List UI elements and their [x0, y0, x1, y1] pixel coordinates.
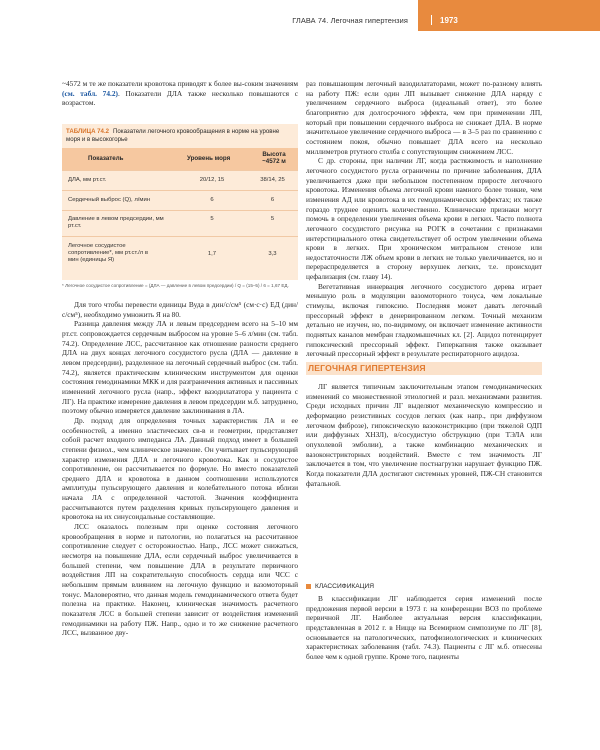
- table-row: [62, 170, 298, 191]
- table-row: [62, 210, 298, 237]
- cell-sea: 6: [210, 197, 214, 203]
- cell-high: 38/14, 25: [260, 177, 285, 183]
- cell-sea: 20/12, 15: [199, 177, 225, 183]
- table-74-2: [62, 124, 298, 280]
- paragraph: ЛГ является типичным заключительным этапом гемодинамических изменений со множественной этиологией и разл. механизмами развития. Среди исходных причин ЛГ выделяют механическую компрессию и деформацию резистивных сосудов легких (как напр., при диффузном легочном фиброзе), гипоксическую вазоконстрикцию (при тяжелой ОДП или диффузных ХНЗЛ), в/сосудистую обструкцию (при ТЭЛА или опухолевой эмболии), а также комбинацию механических и вазоконстрикторных воздействий. Вместе с тем значимость ЛГ заключается в том, что увеличение постнагрузки нарушает функцию ПЖ. Когда показатели ДЛА достигают системных уровней, ПЖ-СН становится фатальной.: [306, 382, 542, 488]
- cell-high: 3,3: [268, 251, 277, 257]
- paragraph: С др. стороны, при наличии ЛГ, когда растяжимость и наполнение легочного сосудистого русла ограничены по причине заболевания, ДЛА увеличивается даже при небольшом постепенном приросте легочного кровотока. Изменения объема легочной крови намного более тонкие, чем изменения АД или кровотока в их гемодинамических эффектах; их также гораздо труднее оценить количественно. Клинические признаки могут помочь в определении увеличения объема крови в легких. Часто полнота легочного сосудистого рисунка на РОГК в сочетании с признаками интерстициального отека свидетельствует об остром увеличении объема крови в легких. При хроническом митральном стенозе или недостаточности ЛЖ объем крови в легких не только увеличивается, но и перераспределяется в сторону верхушек легких, т.е. происходит цефализация (см. главу 14).: [306, 156, 542, 282]
- cell-high: 6: [270, 197, 275, 203]
- square-bullet-icon: [306, 584, 311, 589]
- cell-param: Сердечный выброс (Q), л/мин: [68, 197, 150, 203]
- cell-param: Легочное сосудистое сопротивление*, мм рт.ст./л в мин (единицы Я): [68, 243, 149, 264]
- table-header-row: [62, 148, 298, 170]
- subsection-title: КЛАССИФИКАЦИЯ: [315, 583, 375, 590]
- table-title: Показатели легочного кровообращения в норме на уровне моря и в высокогорье: [66, 128, 280, 143]
- paragraph-intro: ~4572 м те же показатели кровотока приводят к более вы-соким значениям (см. табл. 74.2). Показатели ДЛА также несколько повышаются с возрастом.: [62, 79, 299, 108]
- table-reference-link[interactable]: (см. табл. 74.2): [62, 88, 118, 98]
- table-row: [62, 190, 298, 211]
- right-column-subsection: [306, 594, 542, 662]
- page-number: 1973: [440, 16, 458, 25]
- table-label: ТАБЛИЦА 74.2: [66, 128, 110, 135]
- paragraph: В классификации ЛГ наблюдается серия изменений после предложения первой версии в 1973 г. на конференции ВОЗ по проблеме первичной ЛГ. Наиболее актуальная версия классификации, представленная в 2012 г. в Ницце на Всемирном симпозиуме по ЛГ [8], основывается на патологических, патофизиологических и клинических характеристиках заболевания (табл. 74.3). Пациенты с ЛГ м.б. отнесены более чем к одной группе. Кроме того, пациенты: [306, 594, 542, 661]
- table-footnote: * Легочное сосудистое сопротивление = (ДЛА — давление в левом предсердии) / Q = (15–5) / 6 = 1,67 ЕД.: [62, 283, 289, 288]
- table-caption: [66, 128, 294, 143]
- header-divider: [431, 15, 432, 25]
- column-header-sea-level: Уровень моря: [187, 155, 231, 162]
- cell-high: 5: [270, 216, 275, 222]
- running-header: [0, 0, 418, 31]
- cell-sea: 1,7: [207, 251, 217, 257]
- section-heading: ЛЕГОЧНАЯ ГИПЕРТЕНЗИЯ: [308, 363, 426, 373]
- table-row: [62, 236, 298, 277]
- subsection-heading: [306, 582, 374, 591]
- paragraph: Разница давления между ЛА и левым предсердием всего на 5–10 мм рт.ст. сопровождается сердечным выбросом на уровне 5–6 л/мин (см. табл. 74.2). Определение ЛСС, рассчитанное как отношение разности среднего ДЛА на двух концах легочного сосудистого русла (ДЛА — давление в левом предсердии), разделенное на легочный сердечный выброс (см. табл. 74.2), является практическим клиническим инструментом для оценки состояния гемодинамики МКК и для разграничения активных и пассивных изменений легочного русла (напр., эффект вазодилататора у пациента с ЛГ). На практике измерение давления в левом предсердии м.б. затруднено, поэтому обычно измеряется давление заклинивания в ЛА.: [62, 319, 298, 416]
- paragraph: Для того чтобы перевести единицы Вуда в дин/с/см⁵ (см·с·с) ЕД (дин/с/см⁵), необходимо умножить Я на 80.: [62, 300, 298, 319]
- chapter-title: ГЛАВА 74. Легочная гипертензия: [292, 16, 408, 25]
- cell-param: Давление в левом предсердии, мм рт.ст.: [68, 216, 164, 230]
- column-header-parameter: Показатель: [88, 155, 124, 162]
- paragraph: Вегетативная иннервация легочного сосудистого дерева играет меньшую роль в модуляции вазомоторного тонуса, чем локальные стимулы, включая гипоксию. Последняя может давать легочный прессорный эффект в денервированном легком. Точный механизм детально не изучен, но, по-видимому, он включает изменение активности поднятых каналов мембран гладкомышечных кл. [2]. Ацидоз потенцирует гипоксический прессорный эффект. Гиперкапния также оказывает легочный прессорный эффект в результате респираторного ацидоза.: [306, 281, 542, 359]
- paragraph: ЛСС оказалось полезным при оценке состояния легочного кровообращения в норме и патологии, но полагаться на рассчитанное сопротивление следует с осторожностью. Напр., ЛСС может снижаться, несмотря на повышение ДЛА, если сердечный выброс увеличивается в большей степени, чем повышение ДЛА в результате первичного воздействия ЛП на сократительную способность сердца или ЧСС с небольшим прямым влиянием на легочную функцию и вазомоторный тонус. Маловероятно, что данная модель гемодинамического ответа будет полезна на практике. Наконец, клиническая значимость расчетного показателя ЛСС в большей степени зависит от воздействия изменений гемодинамики на работу ПЖ. Напр., одно и то же снижение расчетного ЛСС, вызванное дву-: [62, 522, 298, 638]
- paragraph: Др. подход для определения точных характеристик ЛА и ее особенностей, а именно эластических св-в и геометрии, представляет собой расчет входного импеданса ЛА. Данный подход имеет в большей степени физиол., чем клиническое значение. Он учитывает пульсирующий характер изменения ДЛА и легочного кровотока. Как и сосудистое сопротивление, он рассчитывается по формуле. Но вместо показателей среднего ДЛА и кровотока в данном соотношении используются амплитуды пульсирующего давления и колебательного потока вблизи начала ЛА с определенной частотой. Значения коэффициента рассчитываются путем разделения кривых пульсирующего давления и кровотока на их синусоидальные составляющие.: [62, 415, 298, 522]
- paragraph: раз повышающим легочный вазодилататорами, может по-разному влиять на работу ПЖ: если один ЛП вызывает снижение ДЛА наряду с увеличением сердечного выброса (идеальный ответ), это более благоприятно для долгосрочного эффекта, чем при применении ЛП, который при повышении сердечного выброса не снижает ДЛА. В норме значительное увеличение сердечного выброса — в 3–5 раз по сравнению с состоянием покоя, обычно повышает ДЛА всего на несколько миллиметров ртутного столба с сопутствующим снижением ЛСС.: [306, 79, 542, 156]
- cell-sea: 5: [210, 216, 214, 222]
- column-header-altitude: Высота ~4572 м: [262, 151, 286, 166]
- right-column-body: [306, 79, 542, 359]
- cell-param: ДЛА, мм рт.ст.: [68, 177, 107, 183]
- left-column-intro: [62, 79, 298, 108]
- page-number-tab: [418, 0, 600, 31]
- right-column-section: [306, 382, 542, 488]
- left-column-body: [62, 300, 298, 638]
